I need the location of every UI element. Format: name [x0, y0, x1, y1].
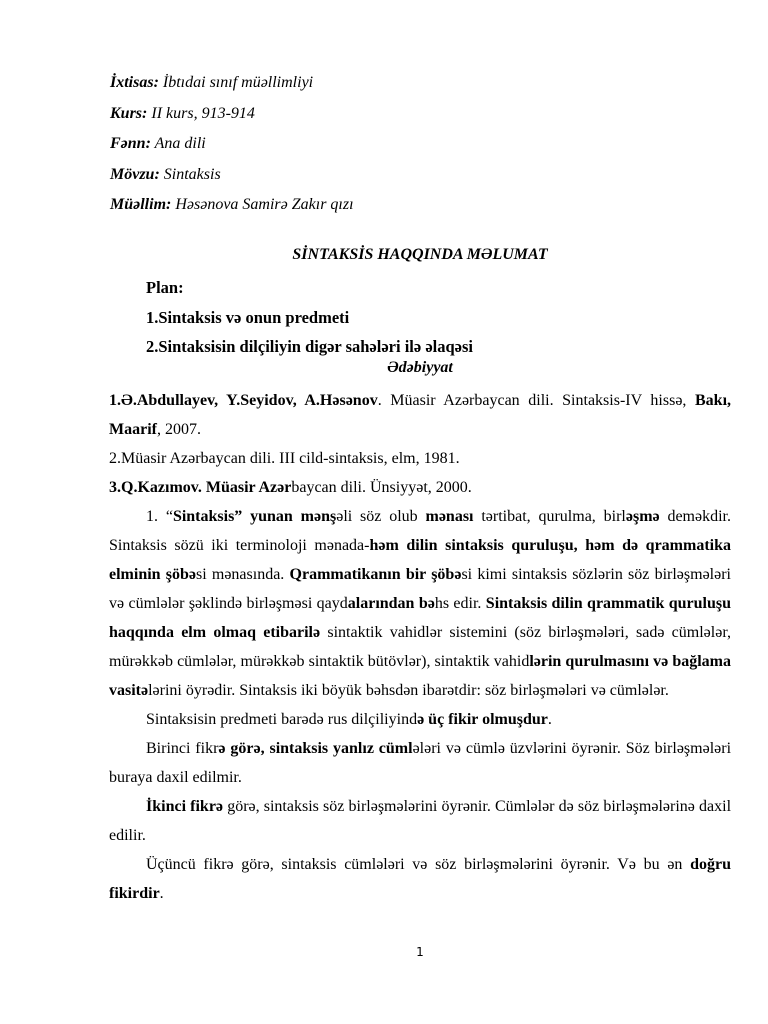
text-run: lərini öyrədir. Sintaksis iki böyük bəhsdən ibarətdir: söz birləşmələri və cümlələr.: [148, 682, 669, 699]
plan-item: 1.Sintaksis və onun predmeti: [146, 307, 350, 327]
text-run: Sintaksisin predmeti barədə rus dilçiliyind: [146, 711, 418, 728]
bold-run: alarından bə: [347, 595, 435, 612]
bold-run: əşmə: [625, 508, 660, 525]
reference-publisher: Bakı, Maarif: [109, 392, 732, 438]
paragraph-definition: [109, 502, 731, 705]
bold-run: Sintaksis dilin qrammatik quruluşu haqqında elm olmaq etibarilə: [109, 595, 732, 641]
bold-run: Qrammatikanın bir şöbə: [289, 566, 462, 583]
text-run: Birinci fikr: [146, 740, 219, 757]
bold-run: həm dilin sintaksis quruluşu, həm də qrammatika elminin şöbə: [109, 537, 732, 583]
text-run: hs edir.: [434, 595, 486, 612]
text-run: Üçüncü fikrə görə, sintaksis cümlələri və söz birləşmələrini öyrənir. Və bu ən: [146, 856, 691, 873]
page-number: 1: [416, 945, 424, 959]
reference-item: 2.Müasir Azərbaycan dili. III cild-sintaksis, elm, 1981.: [109, 450, 460, 467]
paragraph-first-view: [109, 734, 731, 792]
reference-year: , 2007.: [156, 421, 201, 438]
bold-run: ə görə, sintaksis yanlız cüml: [218, 740, 413, 757]
text-run: əli söz olub: [336, 508, 426, 525]
teacher-value: Həsənova Samirə Zakır qızı: [171, 196, 354, 213]
bold-run: İkinci fikrə: [146, 798, 224, 815]
bold-run: lərin qurulmasını və bağlama vasitə: [109, 653, 731, 699]
reference-text: baycan dili. Ünsiyyət, 2000.: [291, 479, 472, 496]
plan-item: 2.Sintaksisin dilçiliyin digər sahələri ilə əlaqəsi: [146, 337, 473, 356]
reference-authors: 3.Q.Kazımov. Müasir Azər: [109, 479, 292, 496]
specialty-value: İbtıdai sınıf müəllimliyi: [158, 74, 314, 91]
text-run: ələri və cümlə üzvlərini öyrənir. Söz birləşmələri buraya daxil edilmir.: [109, 740, 732, 786]
text-run: .: [159, 885, 164, 902]
specialty-label: İxtisas:: [110, 74, 159, 91]
text-run: tərtibat, qurulma, birl: [473, 508, 626, 525]
plan-heading: Plan:: [146, 278, 184, 297]
topic-label: Mövzu:: [110, 165, 160, 183]
subject-value: Ana dili: [150, 135, 206, 152]
text-run: sintaktik vahidlər sistemini (söz birləşmələri, sadə cümlələr, mürəkkəb cümlələr, mürəkkəb sintaktik bütövlər), sintaktik vahid: [109, 624, 731, 670]
paragraph-third-view: [109, 850, 731, 908]
paragraph-predmet: [109, 705, 731, 734]
subject-line: [110, 129, 354, 160]
bold-run: Sintaksis” yunan mənş: [172, 508, 337, 525]
reference-text: . Müasir Azərbaycan dili. Sintaksis-IV hissə,: [377, 392, 695, 409]
course-line: [110, 99, 354, 130]
paragraph-second-view: [109, 792, 731, 850]
topic-value: Sintaksis: [159, 165, 221, 183]
document-body: [109, 386, 731, 908]
bold-run: ə üç fikir olmuşdur: [417, 711, 548, 728]
reference-item: [109, 473, 731, 502]
plan-section: [146, 273, 473, 362]
course-value: II kurs, 913-914: [147, 104, 255, 122]
reference-item: [109, 386, 731, 444]
text-run: deməkdir. Sintaksis sözü iki terminoloji mənada-: [109, 508, 731, 554]
text-run: .: [547, 711, 552, 728]
bold-run: mənası: [425, 508, 474, 525]
text-run: si kimi sintaksis sözlərin söz birləşmələri və cümlələr şəklində birləşməsi qayd: [109, 566, 732, 612]
text-run: görə, sintaksis söz birləşmələrini öyrənir. Cümlələr də söz birləşmələrinə daxil edilir.: [109, 798, 732, 844]
teacher-line: [110, 190, 354, 221]
teacher-label: Müəllim:: [110, 196, 172, 213]
text-run: 1. “: [146, 508, 173, 525]
document-meta: [110, 68, 354, 221]
document-title: SİNTAKSİS HAQQINDA MƏLUMAT: [292, 246, 548, 263]
course-label: Kurs:: [110, 104, 148, 122]
subject-label: Fənn:: [110, 135, 151, 152]
specialty-line: [110, 68, 354, 99]
literature-heading: Ədəbiyyat: [387, 359, 453, 376]
bold-run: doğru fikirdir: [109, 856, 731, 902]
reference-authors: 1.Ə.Abdullayev, Y.Seyidov, A.Həsənov: [109, 392, 378, 409]
topic-line: [110, 160, 354, 191]
text-run: si mənasında.: [196, 566, 290, 583]
